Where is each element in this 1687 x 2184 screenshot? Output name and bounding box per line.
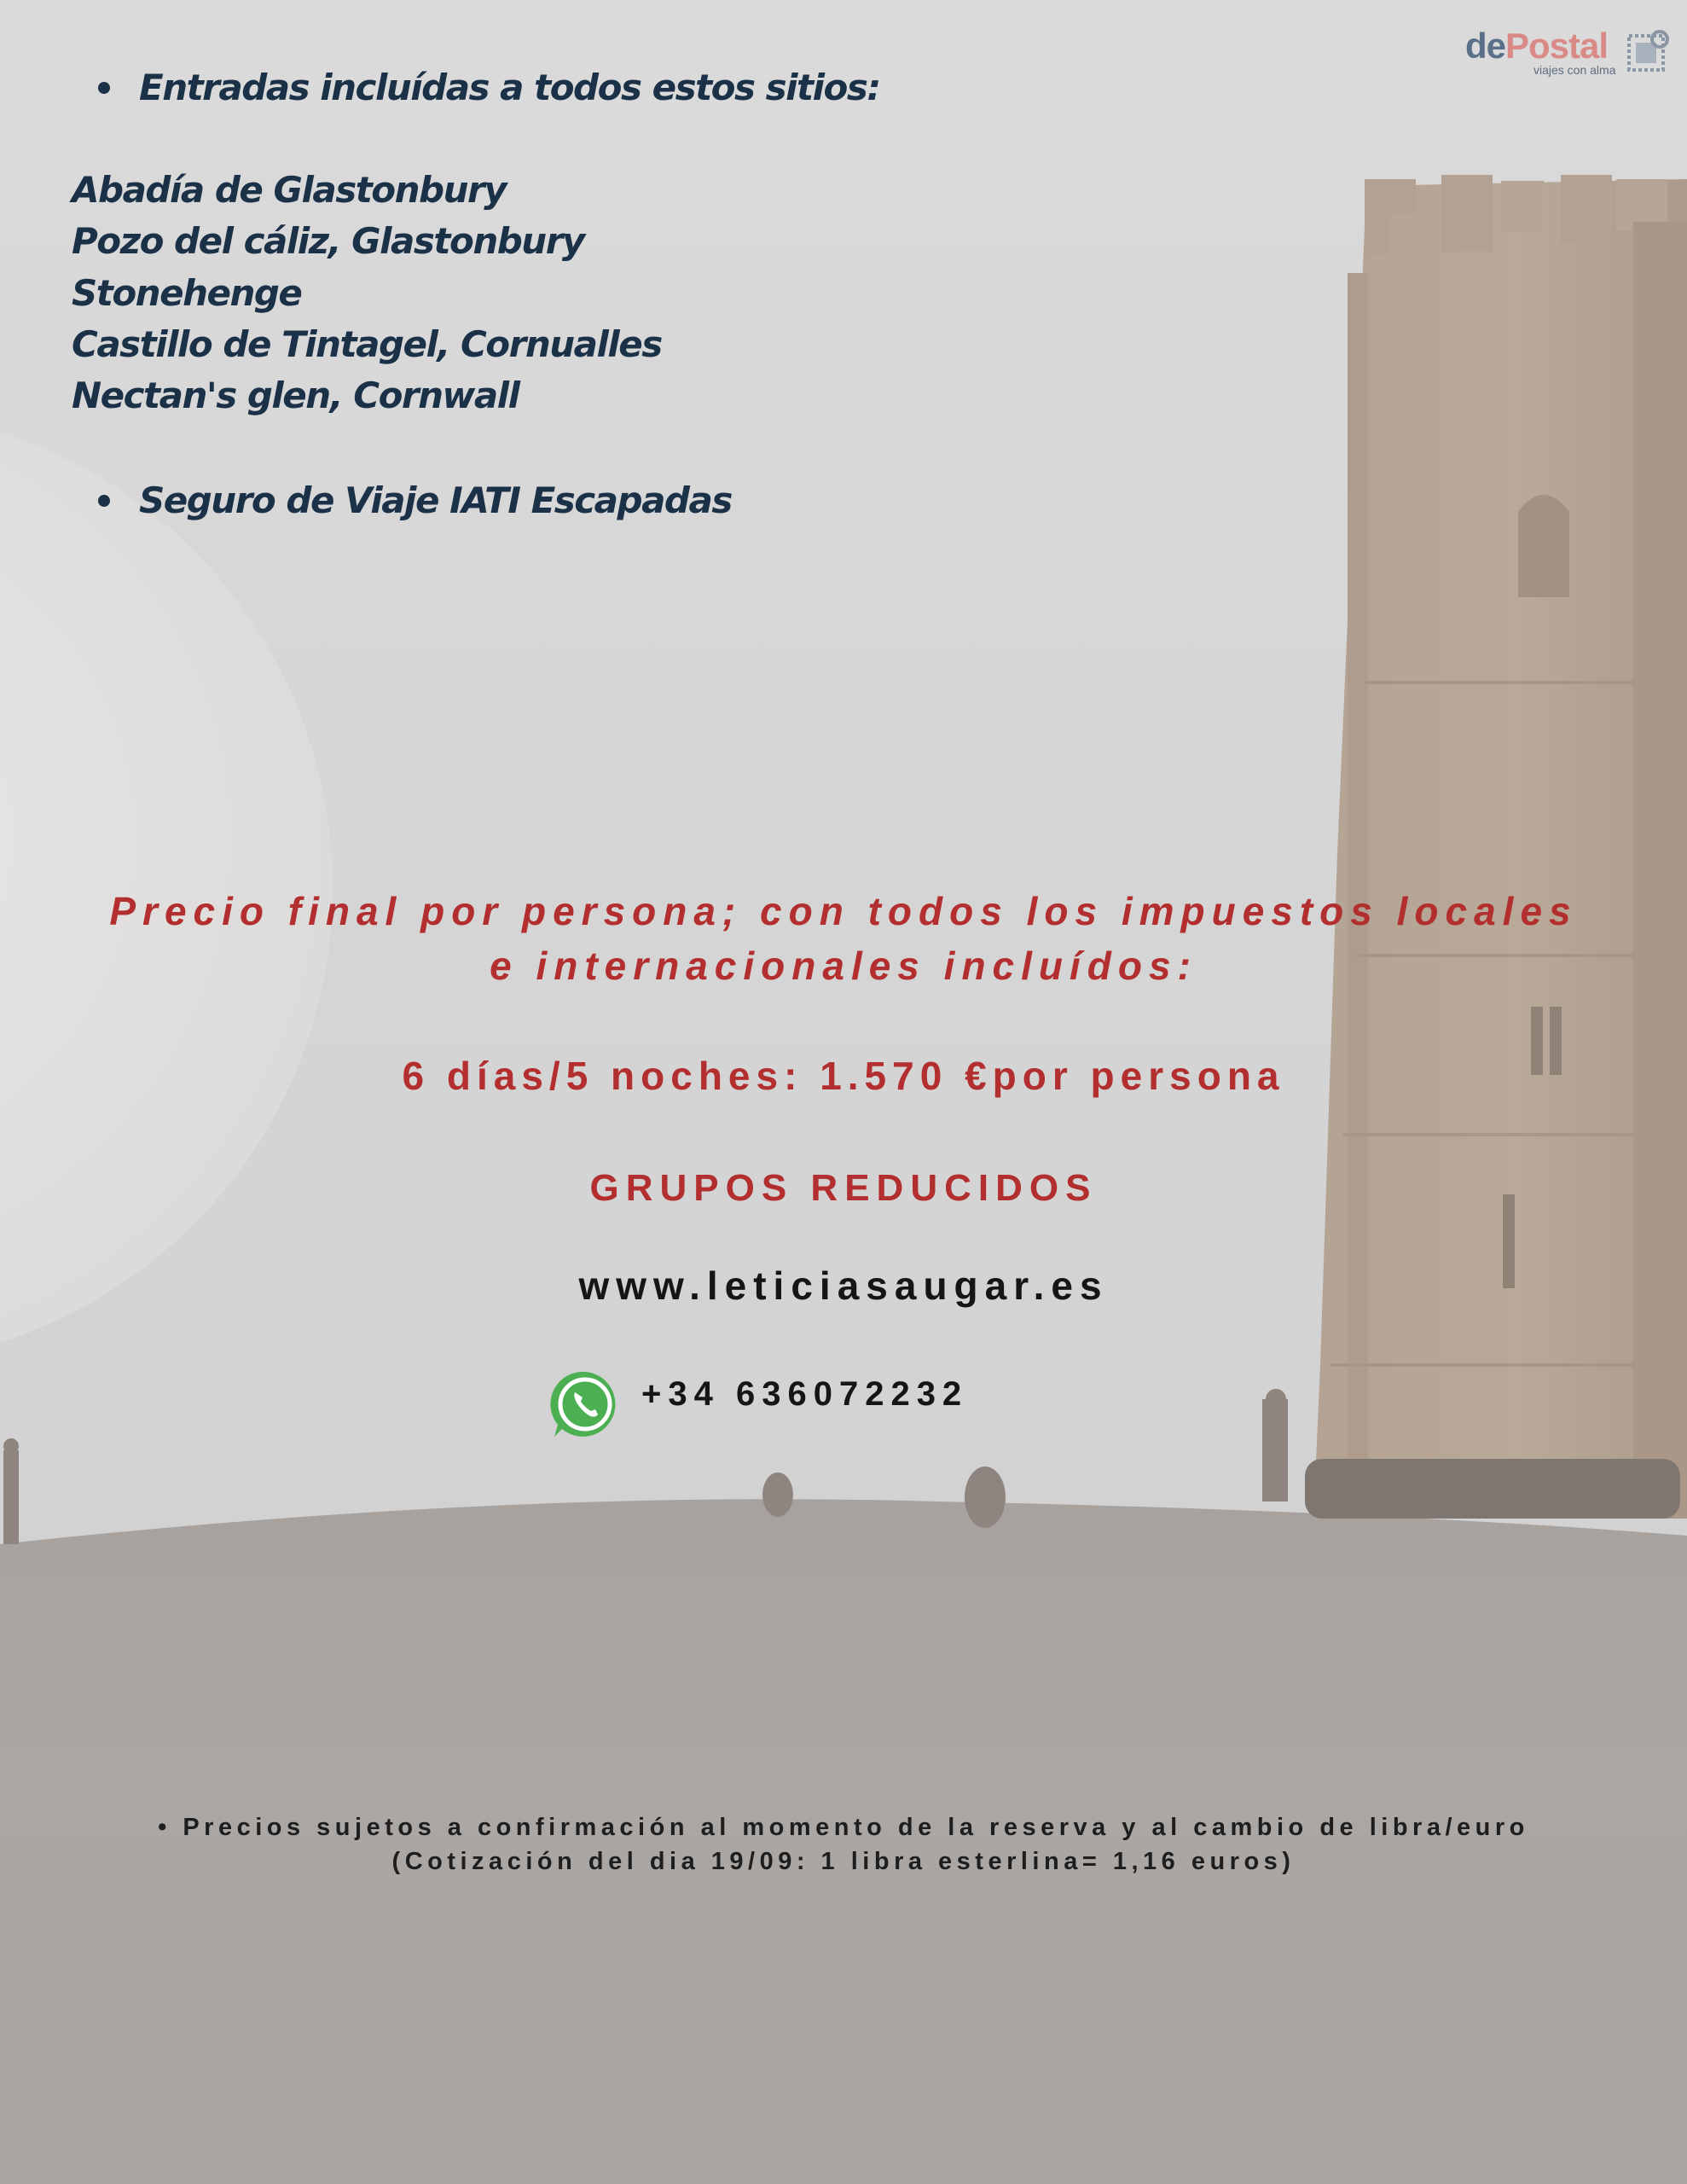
website-link[interactable]: www.leticiasaugar.es bbox=[578, 1263, 1109, 1308]
entradas-bullet bbox=[98, 67, 880, 108]
price-heading-line1: Precio final por persona; con todos los impuestos locales bbox=[109, 889, 1578, 933]
seguro-bullet bbox=[98, 479, 732, 521]
price-heading-line2: e internacionales incluídos: bbox=[490, 944, 1197, 988]
footnote-line2: (Cotización del dia 19/09: 1 libra esterlina= 1,16 euros) bbox=[391, 1848, 1296, 1875]
depostal-logo bbox=[1465, 26, 1678, 85]
site-item: Nectan's glen, Cornwall bbox=[72, 375, 519, 416]
logo-wordmark: dePostal bbox=[1465, 26, 1609, 66]
tower bbox=[1313, 175, 1687, 1519]
stamp-icon bbox=[1626, 29, 1672, 75]
whatsapp-icon[interactable] bbox=[549, 1368, 621, 1440]
entradas-text: Entradas incluídas a todos estos sitios: bbox=[139, 67, 880, 108]
groups-label: GRUPOS REDUCIDOS bbox=[589, 1167, 1098, 1209]
price-line: 6 días/5 noches: 1.570 €por persona bbox=[402, 1054, 1285, 1098]
bullet-dot bbox=[98, 495, 110, 507]
site-item: Abadía de Glastonbury bbox=[72, 169, 507, 211]
site-item: Castillo de Tintagel, Cornualles bbox=[72, 323, 662, 365]
site-item: Stonehenge bbox=[72, 272, 302, 314]
bullet-dot bbox=[98, 82, 110, 94]
site-item: Pozo del cáliz, Glastonbury bbox=[72, 220, 584, 262]
phone-number[interactable]: +34 636072232 bbox=[641, 1375, 969, 1413]
seguro-text: Seguro de Viaje IATI Escapadas bbox=[139, 479, 732, 521]
logo-tagline: viajes con alma bbox=[1533, 63, 1616, 77]
footnote-line1: • Precios sujetos a confirmación al momento de la reserva y al cambio de libra/euro bbox=[158, 1814, 1529, 1841]
